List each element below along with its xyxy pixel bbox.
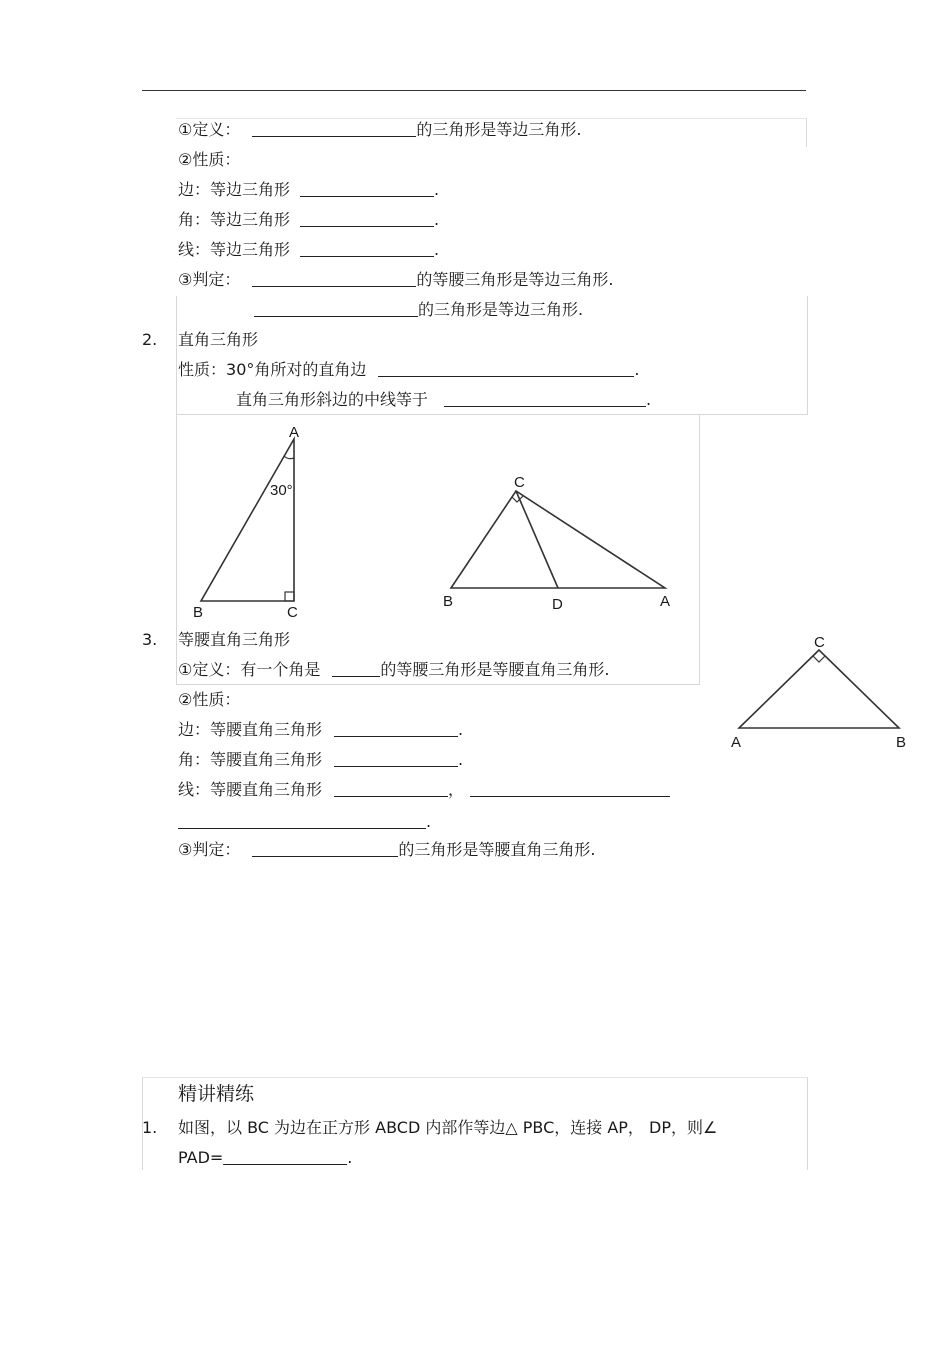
vertex-c3-label: C xyxy=(814,634,825,651)
equilateral-angle xyxy=(178,210,439,230)
vertex-b2-label: B xyxy=(443,593,454,610)
isosceles-right-definition-prefix: ①定义：有一个角是 xyxy=(178,660,321,679)
right-triangle-property-2-text: 直角三角形斜边的中线等于 xyxy=(236,390,429,409)
equilateral-definition-prefix: ①定义： xyxy=(178,120,241,139)
vertex-b3-label: B xyxy=(896,734,907,751)
isosceles-right-judge-blank[interactable] xyxy=(252,840,398,857)
right-triangle-property-1 xyxy=(178,360,639,380)
isosceles-right-line-label: 线：等腰直角三角形 xyxy=(178,780,323,799)
isosceles-right-line-cont-period: . xyxy=(426,812,432,831)
isosceles-right-side-label: 边：等腰直角三角形 xyxy=(178,720,323,739)
isosceles-right-definition-blank[interactable] xyxy=(332,660,380,677)
isosceles-right-line-comma: ， xyxy=(448,780,465,799)
isosceles-right-judge-suffix: 的三角形是等腰直角三角形. xyxy=(398,840,596,859)
equilateral-line-period: . xyxy=(434,240,440,259)
isosceles-right-line-cont xyxy=(178,812,431,832)
equilateral-definition-blank[interactable] xyxy=(252,120,416,137)
isosceles-right-angle-period: . xyxy=(458,750,464,769)
practice-question-number: 1. xyxy=(142,1118,158,1137)
equilateral-definition-suffix: 的三角形是等边三角形. xyxy=(416,120,582,139)
isosceles-right-side-blank[interactable] xyxy=(334,720,458,737)
isosceles-right-angle xyxy=(178,750,463,770)
isosceles-right-property-heading: ②性质： xyxy=(178,690,241,709)
equilateral-judge-blank-2[interactable] xyxy=(254,300,418,317)
vertex-a-label: A xyxy=(289,424,300,441)
right-triangle-property-2-blank[interactable] xyxy=(444,390,646,407)
right-triangle-title: 直角三角形 xyxy=(178,330,259,349)
vertex-b-label: B xyxy=(193,604,204,621)
isosceles-right-angle-label: 角：等腰直角三角形 xyxy=(178,750,323,769)
equilateral-side-blank[interactable] xyxy=(300,180,434,197)
practice-question-line1: 如图，以 BC 为边在正方形 ABCD 内部作等边△ PBC，连接 AP， DP，则∠ xyxy=(178,1118,718,1137)
practice-heading: 精讲精练 xyxy=(178,1083,255,1105)
isosceles-right-angle-blank[interactable] xyxy=(334,750,458,767)
equilateral-judge-blank-1[interactable] xyxy=(252,270,416,287)
isosceles-right-line-blank-3[interactable] xyxy=(178,812,426,829)
isosceles-right-line-blank-1[interactable] xyxy=(334,780,448,797)
equilateral-judge-suffix-1: 的等腰三角形是等边三角形. xyxy=(416,270,614,289)
isosceles-right-line-blank-2[interactable] xyxy=(470,780,670,797)
isosceles-right-number: 3. xyxy=(142,630,158,649)
equilateral-judge-1 xyxy=(178,270,613,290)
isosceles-right-side xyxy=(178,720,463,740)
isosceles-right-side-period: . xyxy=(458,720,464,739)
angle-30-label: 30° xyxy=(270,482,293,499)
equilateral-side xyxy=(178,180,439,200)
vertex-a2-label: A xyxy=(660,593,671,610)
right-triangle-property-1-period: . xyxy=(634,360,640,379)
equilateral-side-label: 边：等边三角形 xyxy=(178,180,291,199)
practice-question-period: . xyxy=(347,1148,353,1167)
right-triangle-number: 2. xyxy=(142,330,158,349)
equilateral-line xyxy=(178,240,439,260)
right-angle-c-mark-3 xyxy=(813,656,825,662)
equilateral-judge-prefix: ③判定： xyxy=(178,270,241,289)
practice-question-line2 xyxy=(178,1148,352,1168)
vertex-c2-label: C xyxy=(514,474,525,491)
vertex-a3-label: A xyxy=(731,734,742,751)
isosceles-right-definition-suffix: 的等腰三角形是等腰直角三角形. xyxy=(380,660,610,679)
equilateral-side-period: . xyxy=(434,180,440,199)
equilateral-angle-label: 角：等边三角形 xyxy=(178,210,291,229)
header-rule xyxy=(142,90,806,91)
isosceles-right-line xyxy=(178,780,670,800)
equilateral-judge-suffix-2: 的三角形是等边三角形. xyxy=(418,300,584,319)
practice-question-line2-prefix: PAD= xyxy=(178,1148,224,1167)
equilateral-judge-2 xyxy=(254,300,583,320)
equilateral-property-heading: ②性质： xyxy=(178,150,241,169)
equilateral-angle-blank[interactable] xyxy=(300,210,434,227)
triangle-acb-outline xyxy=(739,650,899,728)
practice-answer-blank[interactable] xyxy=(223,1148,347,1165)
equilateral-definition xyxy=(178,120,581,140)
right-triangle-property-2 xyxy=(236,390,651,410)
isosceles-right-definition xyxy=(178,660,609,680)
equilateral-angle-period: . xyxy=(434,210,440,229)
vertex-d-label: D xyxy=(552,596,563,613)
right-triangle-property-2-period: . xyxy=(646,390,652,409)
right-triangle-property-1-text: 30°角所对的直角边 xyxy=(226,360,367,379)
right-triangle-property-1-blank[interactable] xyxy=(378,360,634,377)
vertex-c-label: C xyxy=(287,604,298,621)
equilateral-line-label: 线：等边三角形 xyxy=(178,240,291,259)
right-triangle-property-prefix: 性质： xyxy=(178,360,227,379)
equilateral-line-blank[interactable] xyxy=(300,240,434,257)
isosceles-right-judge-prefix: ③判定： xyxy=(178,840,241,859)
isosceles-right-judge xyxy=(178,840,595,860)
isosceles-right-title: 等腰直角三角形 xyxy=(178,630,291,649)
